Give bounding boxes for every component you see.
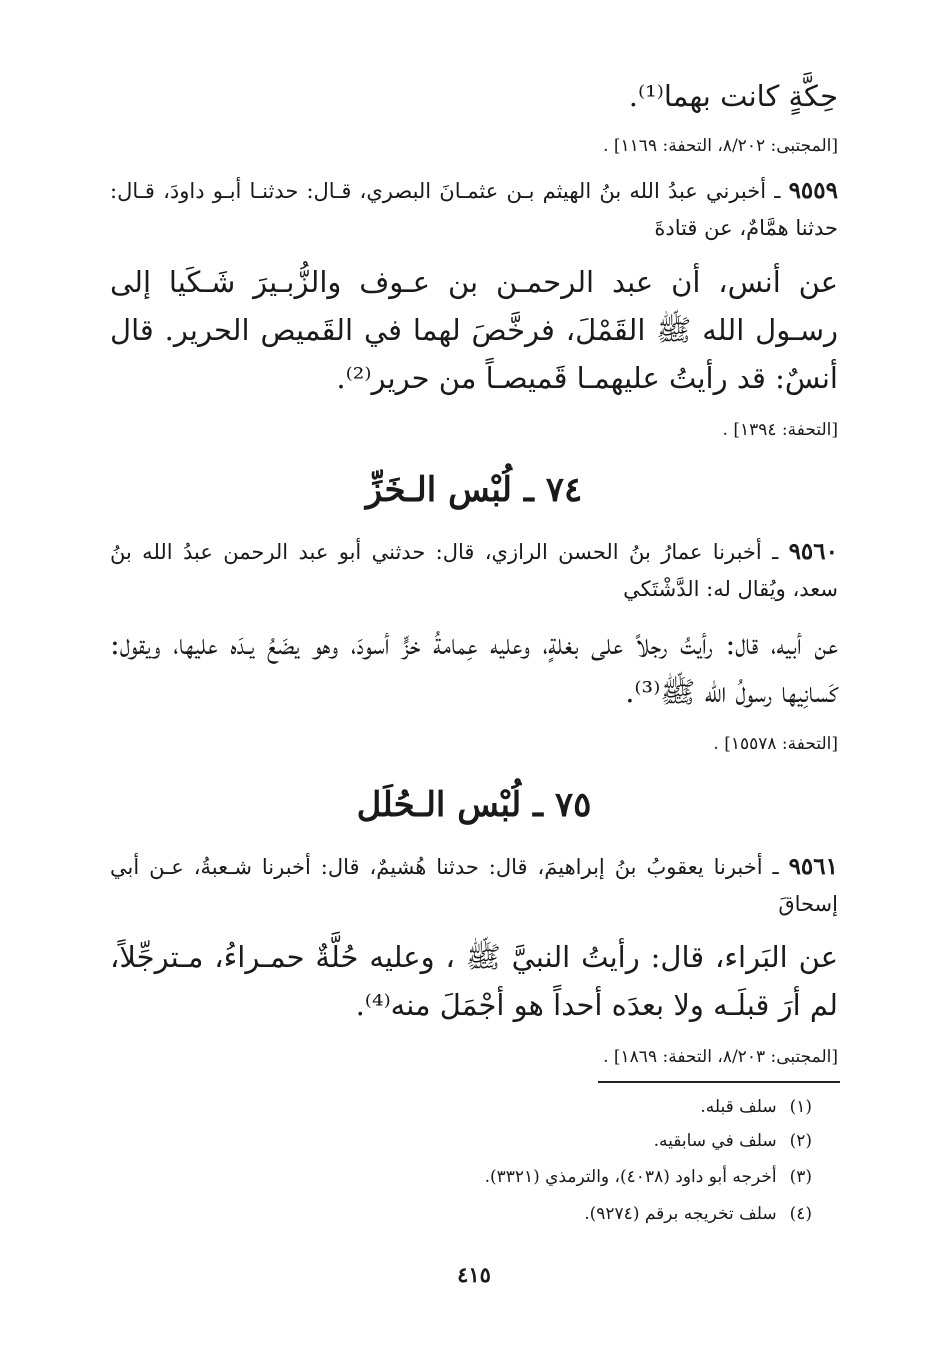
footnote-separator — [598, 1081, 840, 1083]
footnote: (٣) أخرجه أبو داود (٤٠٣٨)، والترمذي (٣٣٢١). — [484, 1167, 812, 1187]
hadith-9559-matn: عن أنس، أن عبد الرحمـن بن عـوف والزُّبـيرَ شَـكَيا إلى رسـول الله ﷺ القَمْلَ، فرخَّصَ لهما في القَميص الحرير. قال أنسٌ: قد رأيتُ عليهمـا قَميصـاً من حرير⁽²⁾. — [110, 265, 838, 395]
footnote: (١) سلف قبله. — [700, 1097, 812, 1117]
hadith-number: ٩٥٥٩ — [788, 177, 838, 204]
chapter-heading-75: ٧٥ ـ لُبْس الـحُلَل — [356, 785, 592, 825]
footnote: (٢) سلف في سابقيه. — [653, 1131, 812, 1151]
hadith-number: ٩٥٦٠ — [788, 538, 838, 565]
chapter-heading-74: ٧٤ ـ لُبْس الـخَزِّ — [365, 470, 583, 510]
hadith-9560-isnad: ٩٥٦٠ ـ أخبرنا عمارُ بنُ الحسن الرازي، قال: حدثني أبو عبد الرحمن عبدُ الله بنُ سعد، ويُقال له: الدَّشْتَكي — [110, 538, 838, 601]
reference-9558: [المجتبى: ٨/٢٠٢، التحفة: ١١٦٩] . — [603, 136, 838, 156]
hadith-number: ٩٥٦١ — [788, 853, 838, 880]
hadith-9560-matn: عن أبيه، قال: رأيتُ رجلاً على بغلةٍ، وعليه عِمامةُ خزٍّ أسودَ، وهو يضَعُ يـدَه عليها، ويقول: كَسانِيها رسولُ الله ﷺ⁽³⁾. — [110, 627, 838, 709]
hadith-9561-isnad: ٩٥٦١ ـ أخبرنا يعقوبُ بنُ إبراهيمَ، قال: حدثنا هُشيمٌ، قال: أخبرنا شـعبةُ، عـن أبي إسحاقَ — [110, 853, 838, 916]
page-number: ٤١٥ — [457, 1262, 491, 1287]
hadith-9559-isnad: ٩٥٥٩ ـ أخبرني عبدُ الله بنُ الهيثم بـن عثمـانَ البصري، قـال: حدثنـا أبـو داودَ، قـال: حدثنا همَّامٌ، عن قتادةَ — [110, 177, 838, 240]
reference-9560: [التحفة: ١٥٥٧٨] . — [713, 734, 838, 754]
footnote: (٤) سلف تخريجه برقم (٩٢٧٤). — [584, 1204, 812, 1224]
hadith-9561-matn: عن البَراء، قال: رأيتُ النبيَّ ﷺ ، وعليه حُلَّةٌ حمـراءُ، مـترجِّلاً، لم أرَ قبلَـه ولا بعدَه أحداً هو أجْمَلَ منه⁽⁴⁾. — [110, 940, 838, 1022]
reference-9561: [المجتبى: ٨/٢٠٣، التحفة: ١٨٦٩] . — [603, 1047, 838, 1067]
continuation-line: حِكَّةٍ كانت بهما⁽¹⁾. — [628, 79, 838, 113]
reference-9559: [التحفة: ١٣٩٤] . — [722, 420, 838, 440]
